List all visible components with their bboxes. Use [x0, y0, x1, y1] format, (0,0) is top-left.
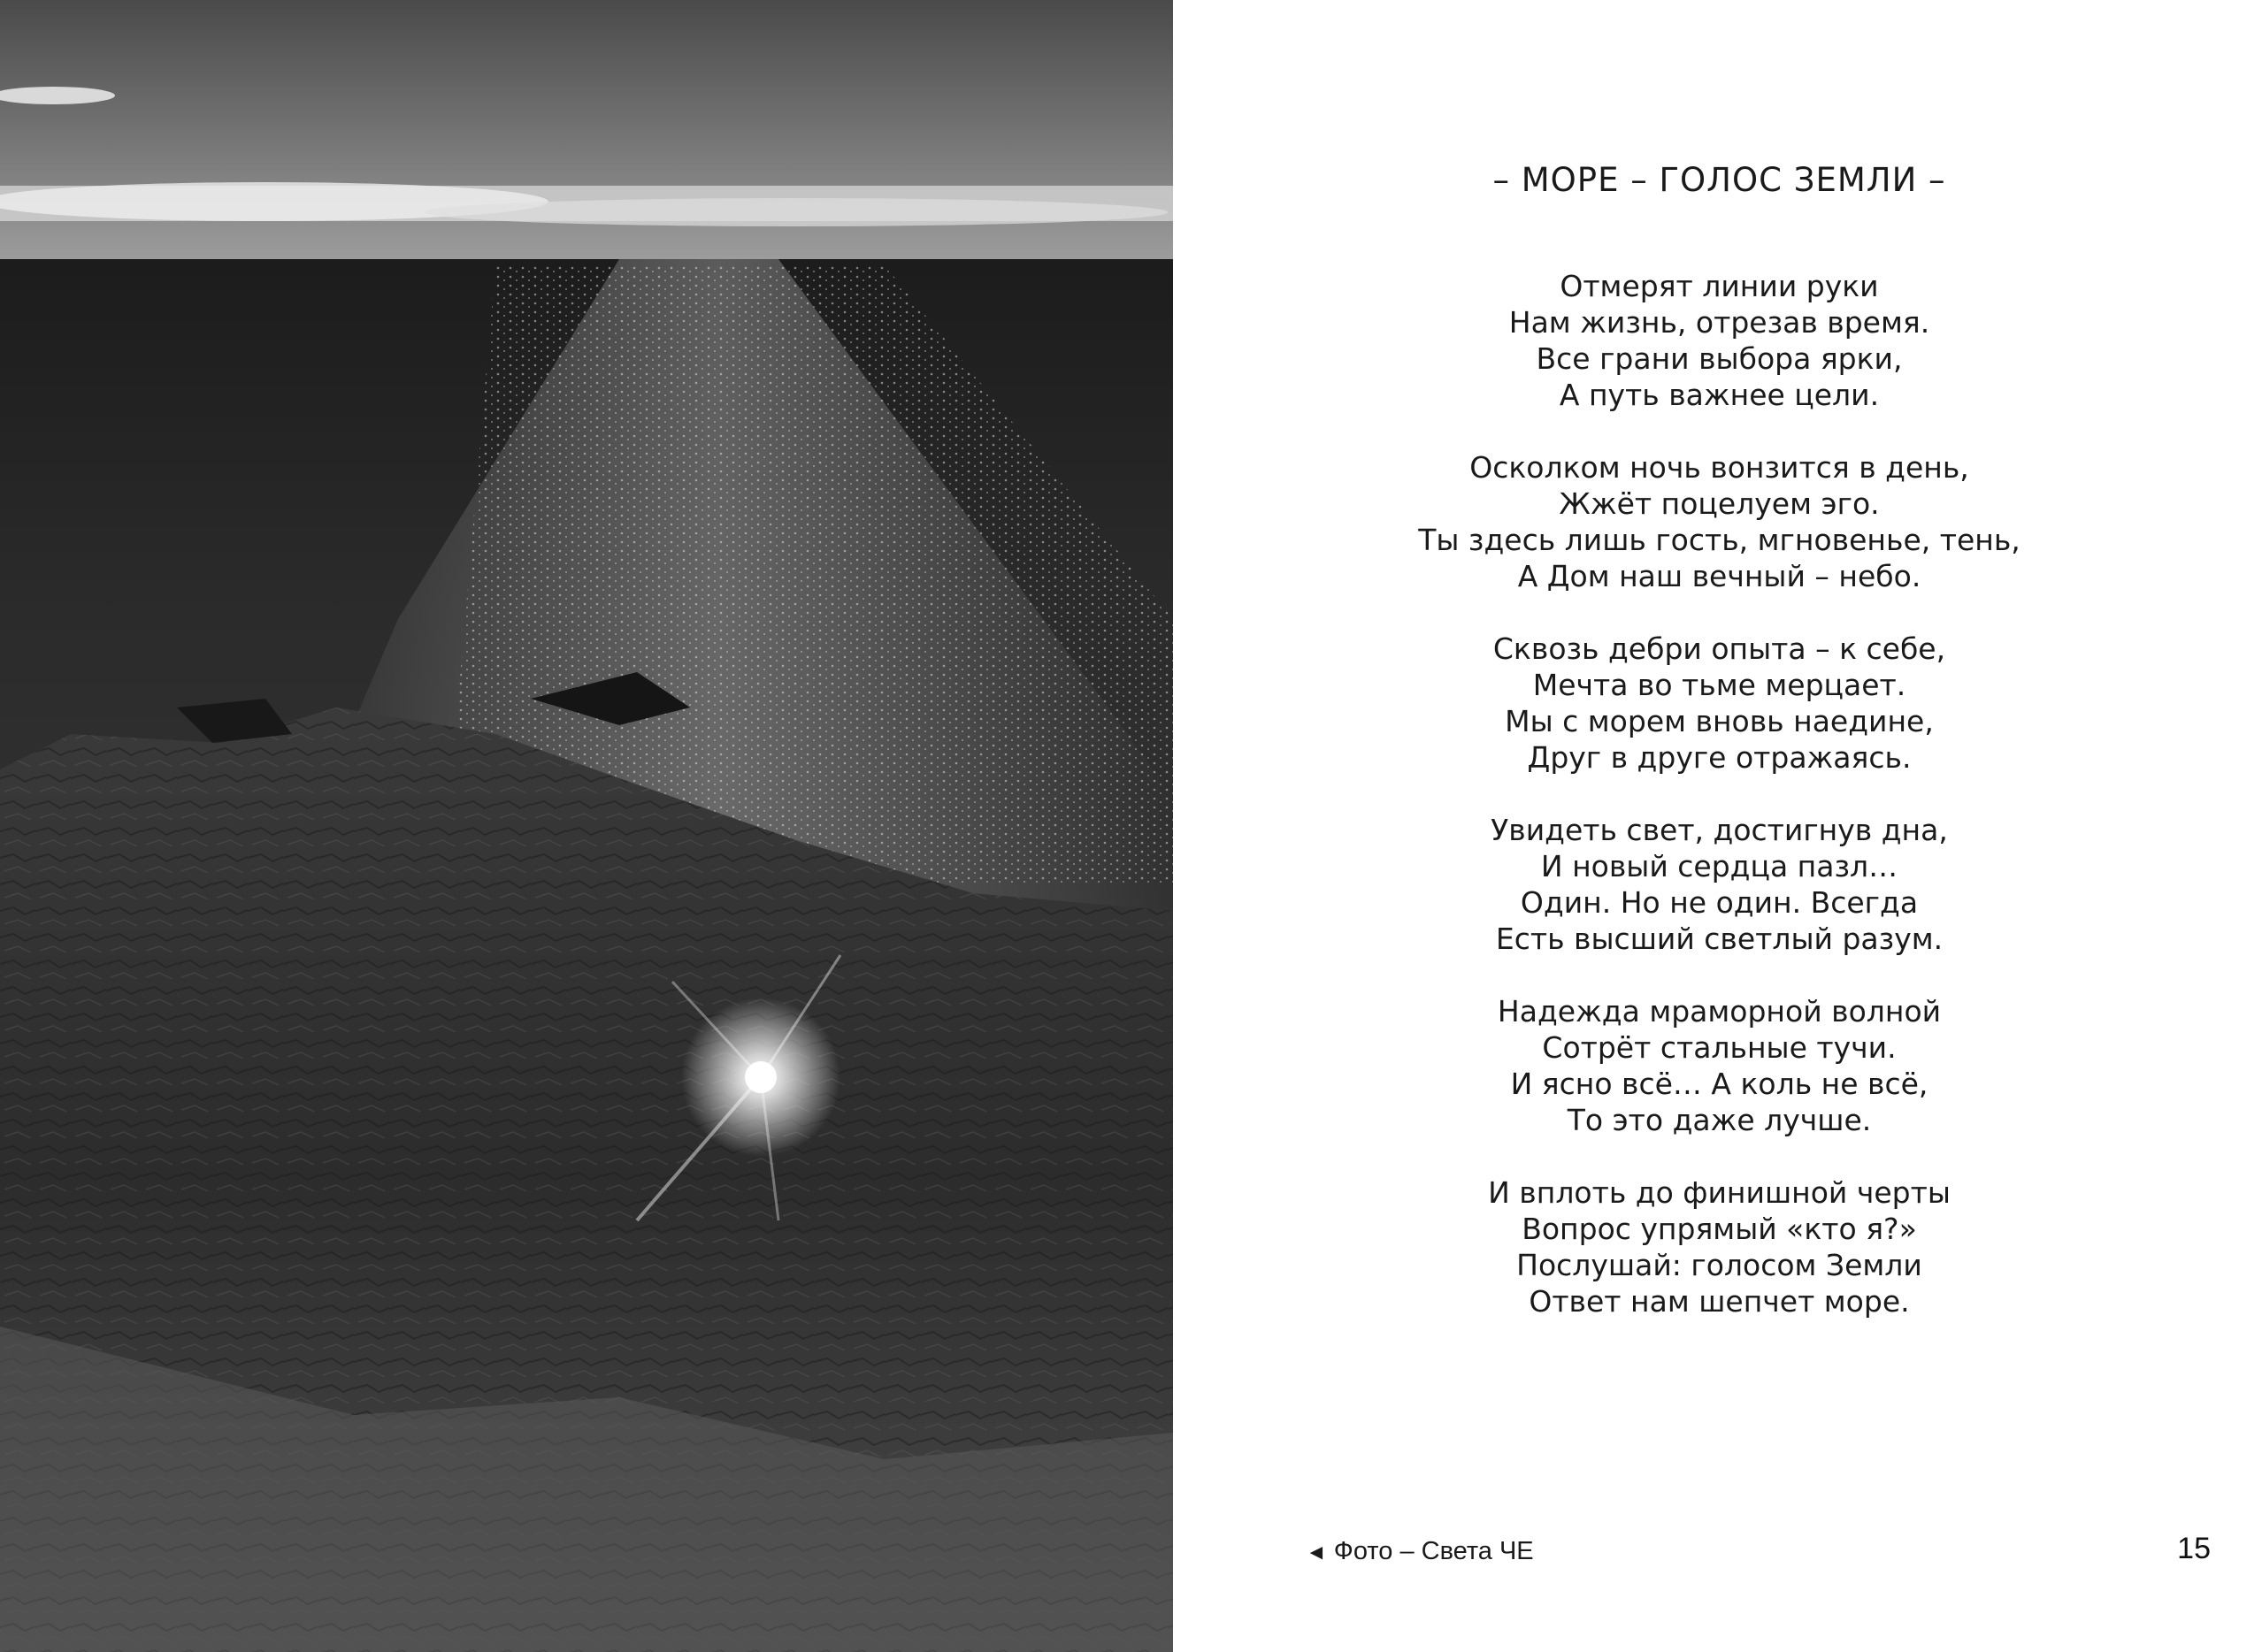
poem-line: Сотрёт стальные тучи. — [1542, 1030, 1897, 1065]
left-pointer-icon: ◄ — [1306, 1541, 1327, 1564]
poem-line: Вопрос упрямый «кто я?» — [1522, 1212, 1917, 1246]
poem-line: Все грани выбора ярки, — [1536, 341, 1903, 376]
stanza — [1177, 268, 2262, 413]
poem-body — [1177, 268, 2262, 1356]
poem-line: А путь важнее цели. — [1559, 378, 1880, 412]
stanza — [1177, 1174, 2262, 1319]
poem-line: Ответ нам шепчет море. — [1529, 1284, 1910, 1319]
page-number: 15 — [2177, 1532, 2211, 1565]
stanza — [1177, 631, 2262, 776]
poem-line: Ты здесь лишь гость, мгновенье, тень, — [1418, 523, 2020, 557]
photo-credit: Фото – Света ЧЕ — [1333, 1537, 1534, 1565]
poem-line: Надежда мраморной волной — [1497, 994, 1942, 1029]
poem-line: Нам жизнь, отрезав время. — [1508, 305, 1930, 340]
poem-line: Мы с морем вновь наедине, — [1505, 704, 1934, 738]
poem-line: Мечта во тьме мерцает. — [1532, 668, 1906, 702]
poem-line: Жжёт поцелуем эго. — [1559, 486, 1880, 521]
poem-line: Послушай: голосом Земли — [1516, 1248, 1922, 1282]
stanza — [1177, 993, 2262, 1138]
poem-line: Друг в друге отражаясь. — [1527, 740, 1912, 775]
poem-line: И новый сердца пазл… — [1540, 849, 1898, 883]
poem-line: То это даже лучше. — [1567, 1103, 1872, 1137]
poem-line: Есть высший светлый разум. — [1495, 922, 1944, 956]
stanza — [1177, 812, 2262, 957]
poem-line: Сквозь дебри опыта – к себе, — [1492, 631, 1946, 666]
poem-line: Отмерят линии руки — [1560, 269, 1879, 303]
poem-line: Один. Но не один. Всегда — [1520, 885, 1919, 920]
poem-line: Увидеть свет, достигнув дна, — [1491, 813, 1948, 847]
poem-line: Осколком ночь вонзится в день, — [1469, 450, 1969, 485]
poem-title: – МОРЕ – ГОЛОС ЗЕМЛИ – — [1492, 161, 1946, 199]
stanza — [1177, 449, 2262, 594]
poem-line: И ясно всё… А коль не всё, — [1510, 1067, 1928, 1101]
photo-caption — [1306, 1534, 1534, 1570]
poem-line: А Дом наш вечный – небо. — [1517, 559, 1921, 593]
poem-line: И вплоть до финишной черты — [1488, 1175, 1951, 1210]
